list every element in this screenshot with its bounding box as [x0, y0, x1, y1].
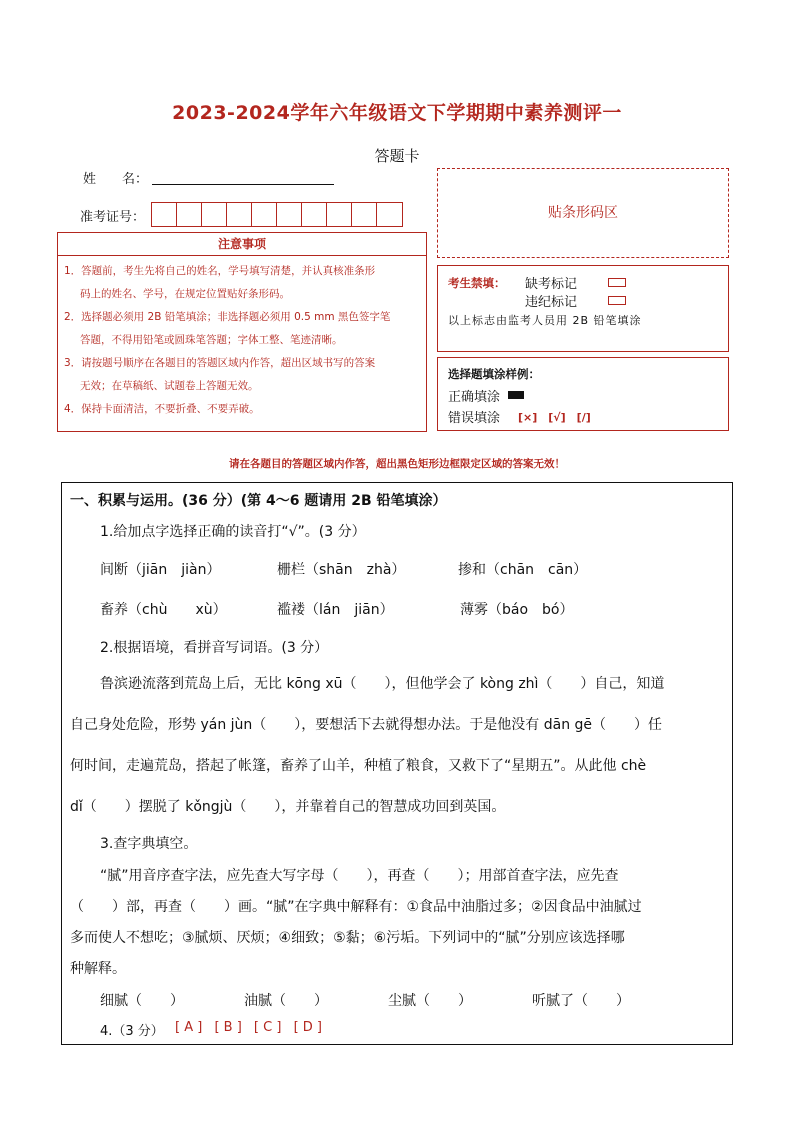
violation-flag-box[interactable]: [608, 296, 626, 305]
q3-line[interactable]: 多而使人不想吃；③腻烦、厌烦；④细致；⑤黏；⑥污垢。下列词中的“腻”分别应该选择哪: [70, 930, 625, 946]
notice-item: 2．选择题必须用 2B 铅笔填涂；非选择题必须用 0.5 mm 黑色签字笔: [64, 311, 391, 323]
notice-item: 码上的姓名、学号，在规定位置贴好条形码。: [80, 288, 290, 300]
notice-item: 答题，不得用铅笔或圆珠笔答题；字体工整、笔迹清晰。: [80, 334, 343, 346]
q2-prompt: 2.根据语境，看拼音写词语。(3 分）: [100, 640, 329, 656]
q3-word[interactable]: 油腻（ ）: [244, 993, 328, 1009]
q1-prompt: 1.给加点字选择正确的读音打“√”。(3 分）: [100, 524, 366, 540]
q1-item[interactable]: 褴褛（lán jiān）: [277, 602, 394, 618]
notice-list: [58, 256, 426, 421]
page-title: 2023-2024学年六年级语文下学期期中素养测评一: [172, 102, 622, 124]
option-c[interactable]: [ C ]: [253, 1020, 282, 1035]
violation-flag-label: 违纪标记: [525, 295, 578, 310]
q1-item[interactable]: 间断（jiān jiàn）: [100, 562, 221, 578]
fill-sample-box: [437, 357, 729, 431]
q3-prompt: 3.查字典填空。: [100, 836, 198, 852]
q2-line[interactable]: dǐ（ ）摆脱了 kǒngjù（ ），并靠着自己的智慧成功回到英国。: [70, 799, 506, 815]
q1-item[interactable]: 薄雾（báo bó）: [460, 602, 574, 618]
option-d[interactable]: [ D ]: [293, 1020, 322, 1035]
answer-area: [61, 482, 733, 1045]
q1-item[interactable]: 掺和（chān cān）: [458, 562, 588, 578]
q4-label: 4.（3 分）: [100, 1024, 164, 1039]
q2-line[interactable]: 自己身处危险，形势 yán jùn（ ），要想活下去就得想办法。于是他没有 dān gē（ ）任: [70, 717, 663, 733]
q2-line[interactable]: 鲁滨逊流落到荒岛上后，无比 kōng xū（ ），但他学会了 kòng zhì（ ）自己，知道: [100, 676, 665, 692]
notice-box: [57, 232, 427, 432]
answer-area-warning: 请在各题目的答题区域内作答，超出黑色矩形边框限定区域的答案无效！: [229, 458, 565, 470]
q1-item[interactable]: 栅栏（shān zhà）: [277, 562, 406, 578]
exam-flags-box: [437, 265, 729, 352]
correct-fill-mark: [508, 391, 524, 399]
notice-title: 注意事项: [58, 233, 426, 256]
barcode-label: 贴条形码区: [548, 205, 618, 221]
correct-fill-label: 正确填涂: [448, 390, 501, 405]
absent-flag-label: 缺考标记: [525, 277, 578, 292]
exam-flags-label: 考生禁填：: [448, 276, 506, 290]
notice-item: 1．答题前，考生先将自己的姓名，学号填写清楚，并认真核准条形: [64, 265, 376, 277]
name-field[interactable]: [152, 166, 334, 185]
q3-word[interactable]: 细腻（ ）: [100, 993, 184, 1009]
q3-word[interactable]: 听腻了（ ）: [532, 993, 630, 1009]
barcode-area: [437, 168, 729, 258]
wrong-fill-label: 错误填涂: [448, 411, 501, 426]
wrong-fill-marks: [×] [√] [/]: [518, 411, 591, 424]
absent-flag-box[interactable]: [608, 278, 626, 287]
q3-line[interactable]: “腻”用音序查字法，应先查大写字母（ ），再查（ ）；用部首查字法，应先查: [100, 868, 619, 884]
q4-options: [175, 1020, 330, 1035]
option-b[interactable]: [ B ]: [214, 1020, 242, 1035]
option-a[interactable]: [ A ]: [175, 1020, 203, 1035]
q3-line[interactable]: （ ）部，再查（ ）画。“腻”在字典中解释有：①食品中油脂过多；②因食品中油腻过: [70, 899, 642, 915]
notice-item: 3．请按题号顺序在各题目的答题区域内作答，超出区域书写的答案: [64, 357, 376, 369]
q3-word[interactable]: 尘腻（ ）: [388, 993, 472, 1009]
notice-item: 4．保持卡面清洁，不要折叠、不要弄破。: [64, 403, 260, 415]
id-number-grid[interactable]: [151, 202, 403, 227]
name-label: 姓 名：: [83, 172, 149, 187]
q1-item[interactable]: 畜养（chù xù）: [100, 602, 227, 618]
q3-line: 种解释。: [70, 961, 126, 977]
page-subtitle: 答题卡: [374, 147, 420, 165]
notice-item: 无效；在草稿纸、试题卷上答题无效。: [80, 380, 259, 392]
fill-sample-label: 选择题填涂样例：: [448, 367, 540, 381]
id-label: 准考证号：: [80, 210, 146, 225]
q2-line[interactable]: 何时间，走遍荒岛，搭起了帐篷，畜养了山羊，种植了粮食，又救下了“星期五”。从此他 chè: [70, 758, 647, 774]
exam-flags-note: 以上标志由监考人员用 2B 铅笔填涂: [448, 314, 642, 327]
section-heading: 一、积累与运用。(36 分）(第 4～6 题请用 2B 铅笔填涂）: [70, 493, 447, 509]
